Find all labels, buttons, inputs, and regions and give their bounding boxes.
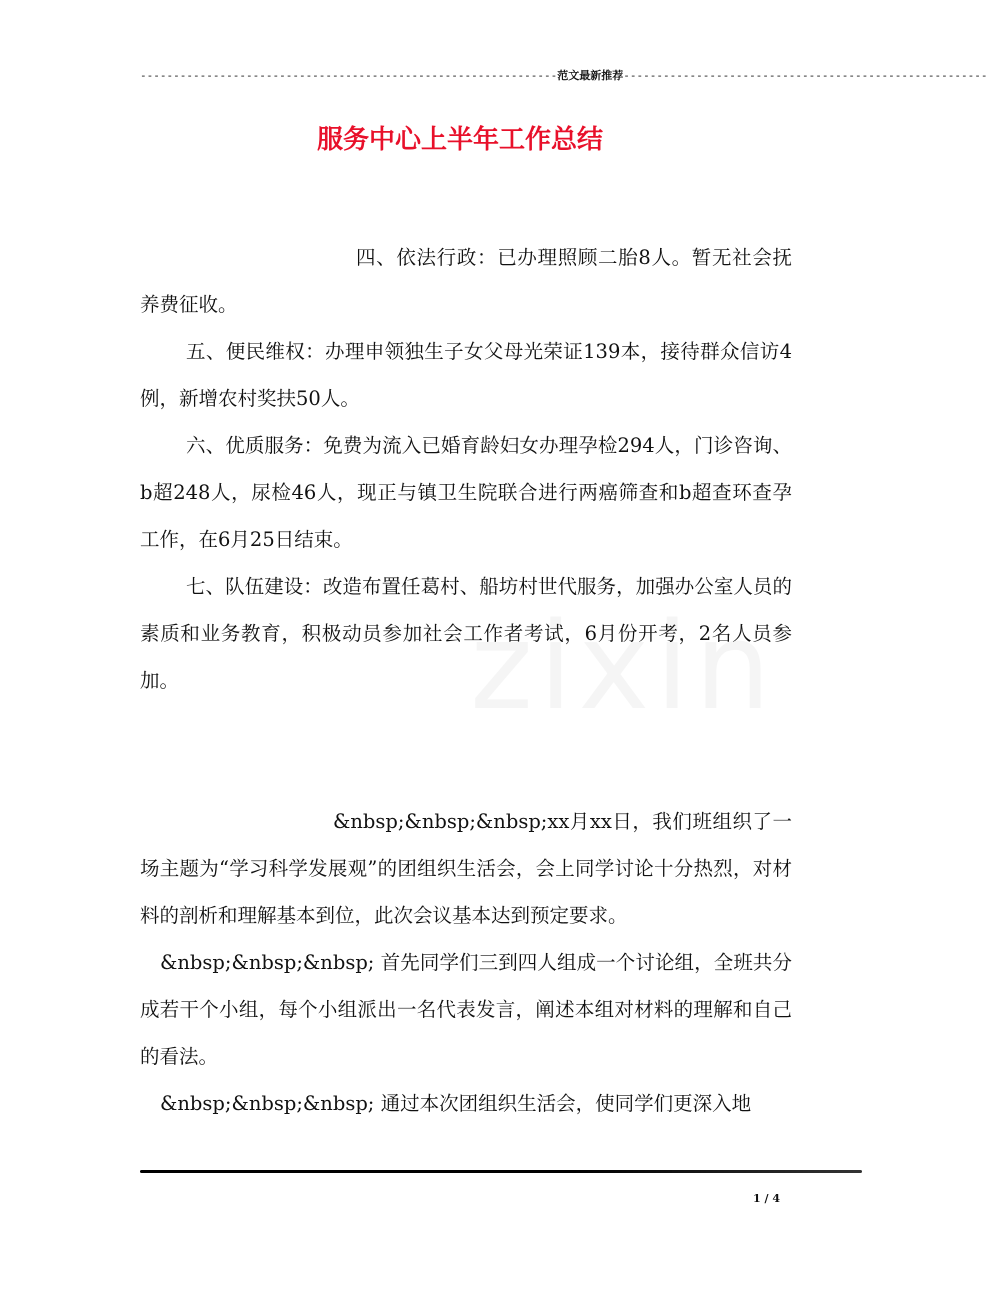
paragraph-law-administration: 四、依法行政：已办理照顾二胎8人。暂无社会抚养费征收。	[140, 246, 792, 316]
paragraph-team-building: 七、队伍建设：改造布置任葛村、船坊村世代服务，加强办公室人员的素质和业务教育，积极动员参加社会工作者考试，6月份开考，2名人员参加。	[140, 575, 792, 692]
footer-divider	[140, 1170, 862, 1173]
header-dashes-right: -------------------------------------------------------	[623, 69, 987, 82]
document-title: 服务中心上半年工作总结	[316, 125, 603, 155]
paragraph-group-discussion: &nbsp;&nbsp;&nbsp; 首先同学们三到四人组成一个讨论组，全班共分成若干个小组，每个小组派出一名代表发言，阐述本组对材料的理解和自己的看法。	[140, 951, 792, 1068]
paragraph-meeting-result: &nbsp;&nbsp;&nbsp; 通过本次团组织生活会，使同学们更深入地	[160, 1092, 752, 1115]
document-body	[140, 234, 792, 1127]
page-number: 1 / 4	[753, 1192, 780, 1205]
paragraph-civil-rights: 五、便民维权：办理申领独生子女父母光荣证139本，接待群众信访4例，新增农村奖扶50人。	[140, 340, 792, 410]
paragraph-quality-service: 六、优质服务：免费为流入已婚育龄妇女办理孕检294人，门诊咨询、b超248人，尿检46人，现正与镇卫生院联合进行两癌筛查和b超查环查孕工作，在6月25日结束。	[140, 434, 792, 551]
paragraph-meeting-intro: &nbsp;&nbsp;&nbsp;xx月xx日，我们班组织了一场主题为“学习科学发展观”的团组织生活会，会上同学讨论十分热烈，对材料的剖析和理解基本到位，此次会议基本达到预定要求。	[140, 810, 792, 927]
header-label: 范文最新推荐	[557, 69, 624, 82]
paragraph-spacer	[140, 704, 792, 798]
header-dashes-left: ---------------------------------------------------------------	[140, 69, 558, 82]
page-header	[140, 68, 987, 84]
